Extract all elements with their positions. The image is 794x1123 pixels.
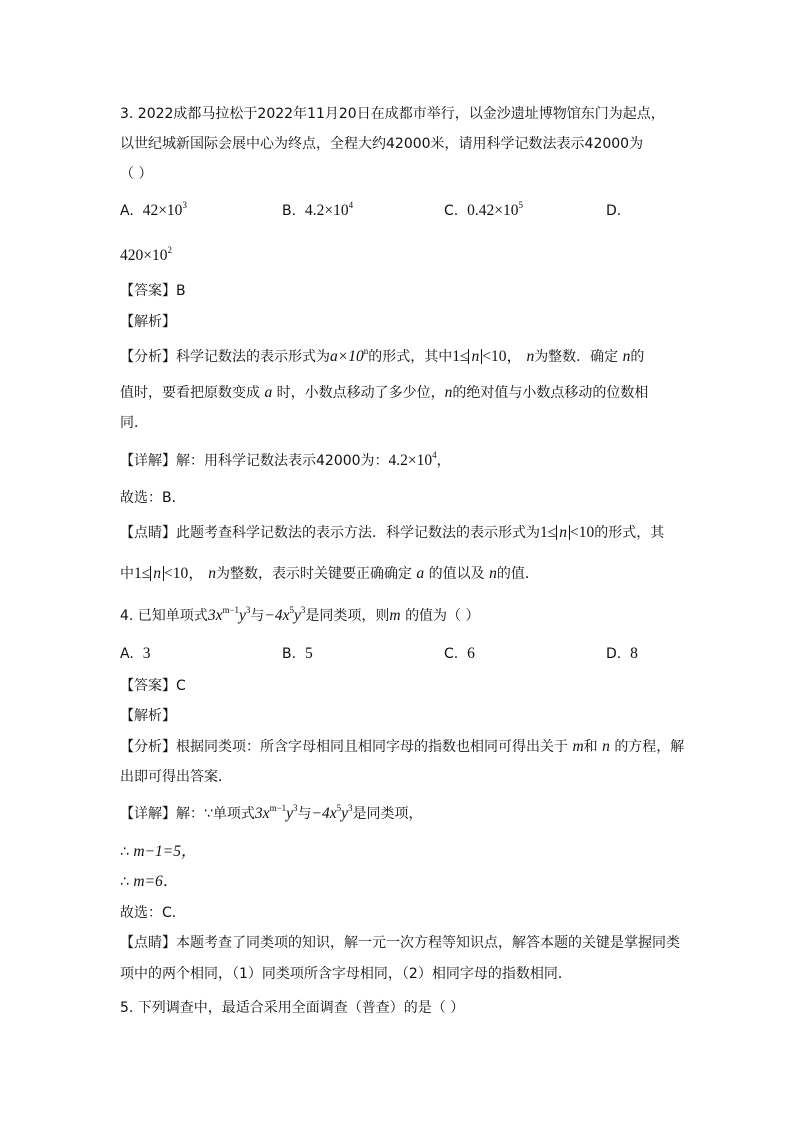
q4-fenxi-a: 根据同类项：所含字母相同且相同字母的指数也相同可得出关于 — [176, 739, 568, 755]
q3-fenxi-n2: n — [622, 348, 631, 365]
q4-xiangjie-mono-1-y: y — [286, 805, 294, 822]
q4-xiangjie-tag: 【详解】 — [120, 806, 176, 822]
q4-stem-m: m — [389, 607, 401, 624]
q4-option-d-label: D. — [606, 646, 622, 662]
q3-dianjing-line-1 — [120, 523, 664, 543]
q3-fenxi-line-3: 同． — [120, 415, 148, 431]
q3-fenxi-l2-c: 的绝对值与小数点移动的位数相 — [452, 385, 649, 401]
q4-xiangjie-exp-1: m−1 — [269, 803, 287, 813]
q4-xiangjie-c: 与 — [297, 806, 312, 822]
q4-xiangjie-exp-2-y: 3 — [348, 803, 353, 813]
q3-fenxi-l2-n: n — [444, 384, 453, 401]
q3-stem-line-1: 3. 2022成都马拉松于2022年11月20日在成都市举行，以金沙遗址博物馆东门为起点， — [120, 106, 665, 122]
q3-stem-line-2: 以世纪城新国际会展中心为终点，全程大约42000米，请用科学记数法表示42000为 — [120, 136, 644, 152]
q4-stem-exp-1-y: 3 — [245, 605, 251, 615]
q4-fenxi-m: m — [572, 738, 584, 755]
q3-dianjing-text-end: 的形式，其 — [594, 525, 665, 541]
q3-dianjing-b-text: 为整数，表示时关键要正确确定 — [215, 566, 412, 582]
q3-xiangjie — [120, 451, 451, 471]
q3-answer: 【答案】B — [120, 283, 186, 299]
q4-because-symbol: ∵ — [204, 806, 213, 822]
q4-xiangjie-a: 解： — [176, 806, 204, 822]
q4-stem-exp-2-y: 3 — [300, 605, 306, 615]
q3-xiangjie-exp: 4 — [432, 450, 437, 460]
q4-step-2 — [120, 872, 178, 892]
q3-fenxi-abs-n: n — [468, 349, 482, 364]
q4-option-d-value: 8 — [630, 645, 638, 662]
q4-dianjing-a: 本题考查了同类项的知识，解一元一次方程等知识点，解答本题的关键是掌握同类 — [176, 935, 680, 951]
q4-dianjing-line-2: 项中的两个相同，（1）同类项所含字母相同，（2）相同字母的指数相同． — [120, 966, 572, 982]
q4-option-b-label: B. — [282, 646, 297, 662]
q4-option-c-label: C. — [444, 646, 459, 662]
q4-step-2-eq: m=6． — [133, 873, 179, 890]
q4-xiangjie — [120, 804, 423, 824]
q4-xiangjie-exp-2: 5 — [336, 803, 342, 813]
q4-option-a-label: A. — [120, 646, 134, 662]
q3-analysis-heading: 【解析】 — [120, 314, 176, 330]
q3-dianjing-b-a: a — [416, 565, 425, 582]
q4-option-d — [606, 644, 638, 664]
q3-fenxi-l2-var-a: a — [264, 384, 273, 401]
q4-stem-exp-1: m−1 — [222, 605, 240, 615]
q4-option-a — [120, 644, 150, 664]
q3-option-b-exp: 4 — [348, 200, 354, 210]
q3-fenxi-line-2 — [120, 383, 648, 403]
q3-fenxi-l2-b: 时，小数点移动了多少位， — [276, 385, 445, 401]
q4-stem-b: 与 — [250, 608, 265, 624]
q3-option-d-value — [120, 246, 172, 266]
q3-fenxi-text-c: 为整数．确定 — [534, 349, 619, 365]
q3-option-c-label: C. — [444, 203, 459, 219]
q4-xiangjie-mono-2: −4x — [311, 805, 337, 822]
q3-dianjing-line-2 — [120, 564, 539, 584]
q4-fenxi-b: 和 — [583, 739, 598, 755]
q4-stem-exp-2: 5 — [289, 605, 295, 615]
q3-option-d-exp: 2 — [167, 245, 172, 255]
q4-option-c-value: 6 — [467, 645, 475, 662]
q4-stem-mono-2-y: y — [294, 607, 301, 624]
q3-fenxi-l2-a: 值时，要看把原数变成 — [120, 385, 260, 401]
q4-stem-mono-1: 3x — [207, 607, 223, 624]
q3-fenxi-text-b: 的形式，其中 — [368, 349, 453, 365]
q3-option-d-base: 420×10 — [120, 247, 168, 264]
q3-dianjing-ineq-2: <10 — [570, 524, 595, 541]
q4-option-b — [282, 644, 313, 664]
q4-analysis-heading: 【解析】 — [120, 708, 176, 724]
q3-fenxi-n: n — [526, 348, 535, 365]
q3-fenxi-ineq-2: <10， — [482, 348, 522, 365]
q4-stem-mono-2: −4x — [264, 607, 290, 624]
q4-option-c — [444, 644, 475, 664]
q3-xiangjie-tag: 【详解】 — [120, 453, 176, 469]
q3-dianjing-b-abs-n: n — [150, 566, 164, 581]
q4-therefore-symbol-1: ∴ — [120, 844, 129, 860]
q3-fenxi-tag: 【分析】 — [120, 349, 176, 365]
q3-dianjing-b-end: 的值． — [496, 566, 539, 582]
q3-dianjing-b-text2: 的值以及 — [428, 566, 485, 582]
q5-stem: 5. 下列调查中，最适合采用全面调查（普查）的是（ ） — [120, 1000, 465, 1016]
q4-xiangjie-mono-2-y: y — [341, 805, 349, 822]
q4-option-a-value: 3 — [142, 645, 151, 662]
q3-stem-line-3: （ ） — [120, 166, 153, 182]
q3-xiangjie-math: 4.2×10 — [388, 452, 433, 469]
q4-fenxi-tag: 【分析】 — [120, 739, 176, 755]
q3-dianjing-b-n: n — [208, 565, 216, 582]
q4-fenxi-line-1 — [120, 737, 684, 757]
q4-stem-c: 是同类项，则 — [305, 608, 390, 624]
q3-xiangjie-text: 解：用科学记数法表示42000为： — [176, 453, 389, 469]
q4-stem-a: 4. 已知单项式 — [120, 608, 208, 624]
q4-choice: 故选：C． — [120, 905, 186, 921]
q3-fenxi-text-a: 科学记数法的表示形式为 — [176, 349, 330, 365]
q3-fenxi-line-1 — [120, 347, 644, 367]
q4-option-b-value: 5 — [304, 645, 313, 662]
q3-dianjing-text-a: 此题考查科学记数法的表示方法．科学记数法的表示形式为 — [176, 525, 540, 541]
q3-option-b — [282, 201, 353, 221]
q4-dianjing-tag: 【点睛】 — [120, 935, 176, 951]
q3-dianjing-b-n3: n — [489, 565, 497, 582]
q4-xiangjie-exp-1-y: 3 — [293, 803, 298, 813]
q4-stem — [120, 606, 480, 626]
q4-step-1 — [120, 842, 197, 862]
q3-dianjing-abs-n: n — [556, 525, 570, 540]
q4-answer: 【答案】C — [120, 678, 186, 694]
q3-option-a-exp: 3 — [182, 200, 187, 210]
q4-dianjing-line-1 — [120, 933, 680, 953]
q3-option-a-label: A. — [120, 203, 134, 219]
q4-xiangjie-mono-1: 3x — [254, 805, 270, 822]
q3-fenxi-text-end: 的 — [630, 349, 645, 365]
q3-fenxi-math-a: a×10 — [330, 348, 364, 365]
q4-xiangjie-b: 单项式 — [212, 806, 255, 822]
q3-fenxi-ineq-1: 1≤ — [452, 348, 469, 365]
q3-option-b-label: B. — [282, 203, 297, 219]
q3-option-b-base: 4.2×10 — [304, 202, 349, 219]
q4-therefore-symbol-2: ∴ — [120, 874, 129, 890]
q3-dianjing-ineq-1: 1≤ — [540, 524, 557, 541]
q4-xiangjie-d: 是同类项， — [352, 806, 423, 822]
q3-dianjing-b-ineq-1: 1≤ — [134, 565, 151, 582]
q4-stem-mono-1-y: y — [239, 607, 246, 624]
q3-fenxi-math-exp: n — [363, 346, 369, 356]
q3-option-c-base: 0.42×10 — [467, 202, 519, 219]
q4-stem-d: 的值为（ ） — [405, 608, 480, 624]
q4-fenxi-line-2: 出即可得出答案． — [120, 769, 232, 785]
q4-step-1-eq: m−1=5， — [133, 843, 197, 860]
q3-dianjing-b-ineq-2: <10， — [164, 565, 204, 582]
q4-fenxi-n: n — [602, 738, 610, 755]
q3-choice: 故选：B． — [120, 490, 186, 506]
q3-xiangjie-end: ， — [436, 453, 451, 469]
q3-option-a — [120, 201, 187, 221]
q3-option-d-label: D. — [606, 203, 622, 219]
q3-option-c-exp: 5 — [518, 200, 524, 210]
q3-dianjing-tag: 【点睛】 — [120, 525, 176, 541]
q4-fenxi-c: 的方程，解 — [614, 739, 685, 755]
q3-dianjing-b-start: 中 — [120, 566, 134, 582]
q3-option-a-base: 42×10 — [142, 202, 183, 219]
q3-option-c — [444, 201, 523, 221]
